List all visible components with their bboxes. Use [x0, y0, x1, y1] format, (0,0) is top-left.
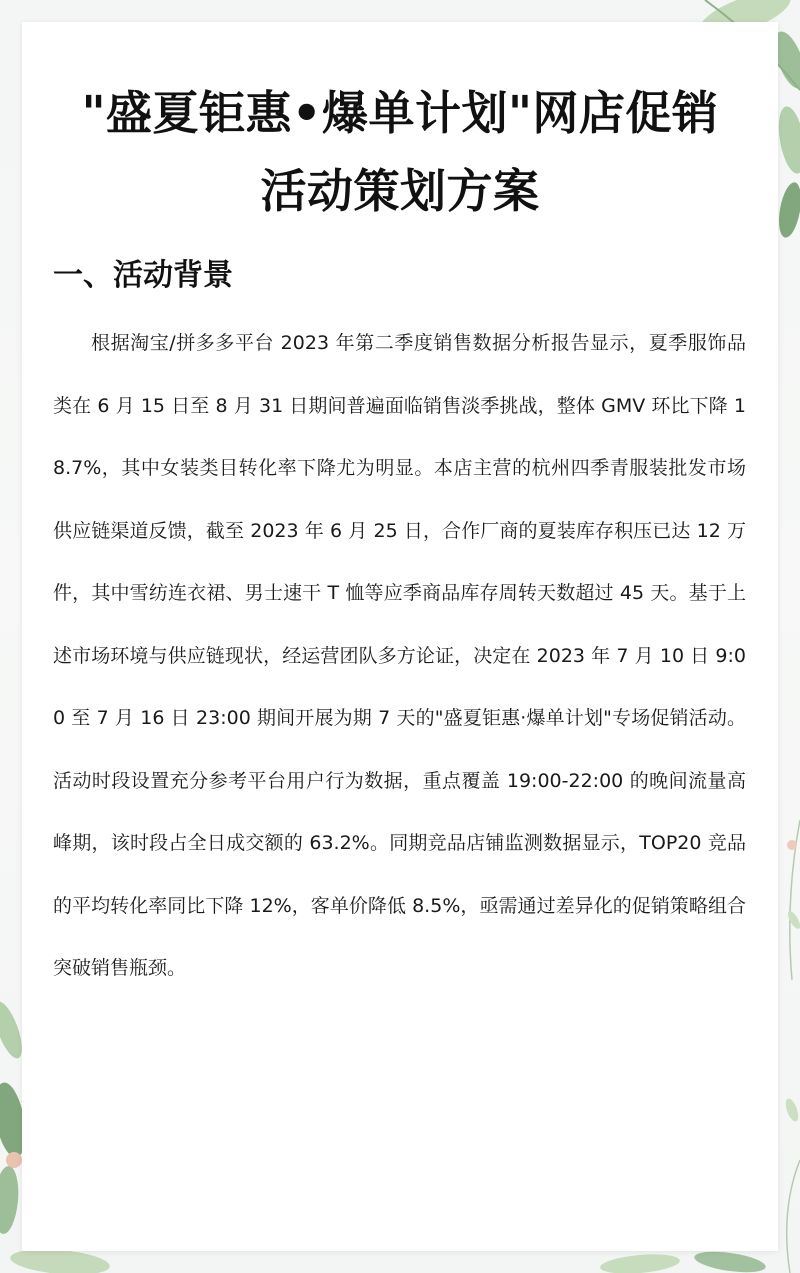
body-paragraph: 根据淘宝/拼多多平台 2023 年第二季度销售数据分析报告显示，夏季服饰品类在 6 月 15 日至 8 月 31 日期间普遍面临销售淡季挑战，整体 GMV 环比下降 18.7%，其中女装类目转化率下降尤为明显。本店主营的杭州四季青服装批发市场供应链渠道反馈，截至 2023 年 6 月 25 日，合作厂商的夏装库存积压已达 12 万件，其中雪纺连衣裙、男士速干 T 恤等应季商品库存周转天数超过 45 天。基于上述市场环境与供应链现状，经运营团队多方论证，决定在 2023 年 7 月 10 日 9:00 至 7 月 16 日 23:00 期间开展为期 7 天的"盛夏钜惠·爆单计划"专场促销活动。活动时段设置充分参考平台用户行为数据，重点覆盖 19:00-22:00 的晚间流量高峰期，该时段占全日成交额的 63.2%。同期竞品店铺监测数据显示，TOP20 竞品的平均转化率同比下降 12%，客单价降低 8.5%，亟需通过差异化的促销策略组合突破销售瓶颈。 [53, 332, 746, 979]
document-title [22, 74, 778, 230]
title-line-1: "盛夏钜惠•爆单计划"网店促销 [81, 86, 719, 140]
title-line-2: 活动策划方案 [260, 164, 540, 218]
bottom-right-leaves-icon [599, 1248, 767, 1273]
document-page [22, 22, 778, 1251]
right-sprig-icon [783, 820, 800, 1273]
section-heading: 一、活动背景 [53, 258, 233, 293]
